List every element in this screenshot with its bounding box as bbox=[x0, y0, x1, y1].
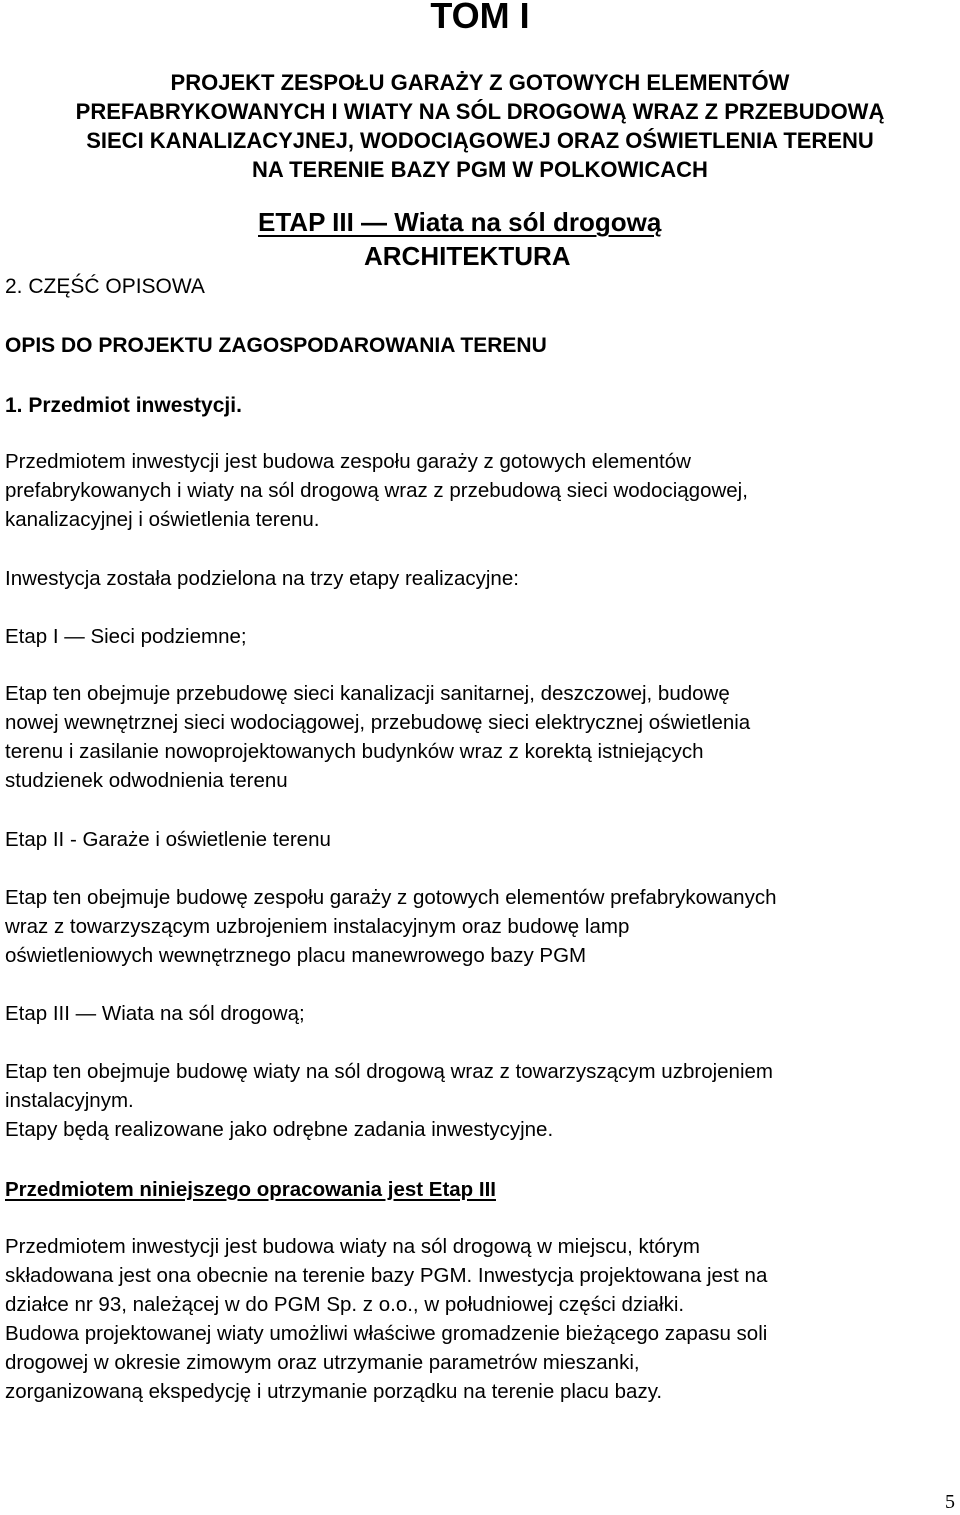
text-line: Przedmiotem inwestycji jest budowa wiaty na sól drogową w miejscu, którym bbox=[5, 1235, 700, 1258]
text-line: Przedmiotem inwestycji jest budowa zespołu garaży z gotowych elementów bbox=[5, 450, 691, 473]
paragraph-subject bbox=[5, 1232, 767, 1406]
etap3-description bbox=[5, 1057, 773, 1144]
paragraph-stages: Inwestycja została podzielona na trzy etapy realizacyjne: bbox=[5, 567, 519, 590]
text-line: zorganizowaną ekspedycję i utrzymanie porządku na terenie placu bazy. bbox=[5, 1380, 663, 1403]
text-line: studzienek odwodnienia terenu bbox=[5, 769, 288, 792]
etap3-title: Etap III — Wiata na sól drogową; bbox=[5, 1002, 305, 1025]
project-title bbox=[0, 68, 960, 184]
paragraph-intro bbox=[5, 447, 748, 534]
part-label: 2. CZĘŚĆ OPISOWA bbox=[5, 275, 205, 298]
text-line: terenu i zasilanie nowoprojektowanych budynków wraz z korektą istniejących bbox=[5, 740, 704, 763]
etap-heading: ETAP III — Wiata na sól drogową bbox=[258, 207, 662, 237]
etap2-description bbox=[5, 883, 776, 970]
branch-heading: ARCHITEKTURA bbox=[364, 241, 571, 271]
volume-title: TOM I bbox=[430, 0, 530, 36]
project-title-line: PREFABRYKOWANYCH I WIATY NA SÓL DROGOWĄ WRAZ Z PRZEBUDOWĄ bbox=[75, 99, 885, 124]
text-line: składowana jest ona obecnie na terenie bazy PGM. Inwestycja projektowana jest na bbox=[5, 1264, 768, 1287]
text-line: Etap ten obejmuje budowę wiaty na sól drogową wraz z towarzyszącym uzbrojeniem bbox=[5, 1060, 773, 1083]
etap1-title: Etap I — Sieci podziemne; bbox=[5, 625, 247, 648]
text-line: nowej wewnętrznej sieci wodociągowej, przebudowę sieci elektrycznej oświetlenia bbox=[5, 711, 751, 734]
text-line: działce nr 93, należącej w do PGM Sp. z o.o., w południowej części działki. bbox=[5, 1293, 685, 1316]
page-number: 5 bbox=[945, 1491, 955, 1513]
text-line: kanalizacyjnej i oświetlenia terenu. bbox=[5, 508, 320, 531]
project-title-line: NA TERENIE BAZY PGM W POLKOWICACH bbox=[252, 157, 708, 182]
project-title-line: SIECI KANALIZACYJNEJ, WODOCIĄGOWEJ ORAZ OŚWIETLENIA TERENU bbox=[86, 128, 874, 153]
text-line: Etap ten obejmuje przebudowę sieci kanalizacji sanitarnej, deszczowej, budowę bbox=[5, 682, 730, 705]
etap2-title: Etap II - Garaże i oświetlenie terenu bbox=[5, 828, 331, 851]
text-line: Budowa projektowanej wiaty umożliwi właściwe gromadzenie bieżącego zapasu soli bbox=[5, 1322, 768, 1345]
subject-heading: Przedmiotem niniejszego opracowania jest Etap III bbox=[5, 1178, 496, 1201]
text-line: oświetleniowych wewnętrznego placu manewrowego bazy PGM bbox=[5, 944, 587, 967]
etap1-description bbox=[5, 679, 750, 795]
text-line: prefabrykowanych i wiaty na sól drogową wraz z przebudową sieci wodociągowej, bbox=[5, 479, 748, 502]
text-line: instalacyjnym. bbox=[5, 1089, 134, 1112]
text-line: drogowej w okresie zimowym oraz utrzymanie parametrów mieszanki, bbox=[5, 1351, 640, 1374]
text-line: Etap ten obejmuje budowę zespołu garaży z gotowych elementów prefabrykowanych bbox=[5, 886, 777, 909]
subsection-heading: 1. Przedmiot inwestycji. bbox=[5, 394, 242, 417]
text-line: Etapy będą realizowane jako odrębne zadania inwestycyjne. bbox=[5, 1118, 554, 1141]
text-line: wraz z towarzyszącym uzbrojeniem instalacyjnym oraz budowę lamp bbox=[5, 915, 630, 938]
project-title-line: PROJEKT ZESPOŁU GARAŻY Z GOTOWYCH ELEMENTÓW bbox=[170, 70, 790, 95]
section-heading: OPIS DO PROJEKTU ZAGOSPODAROWANIA TERENU bbox=[5, 334, 547, 357]
